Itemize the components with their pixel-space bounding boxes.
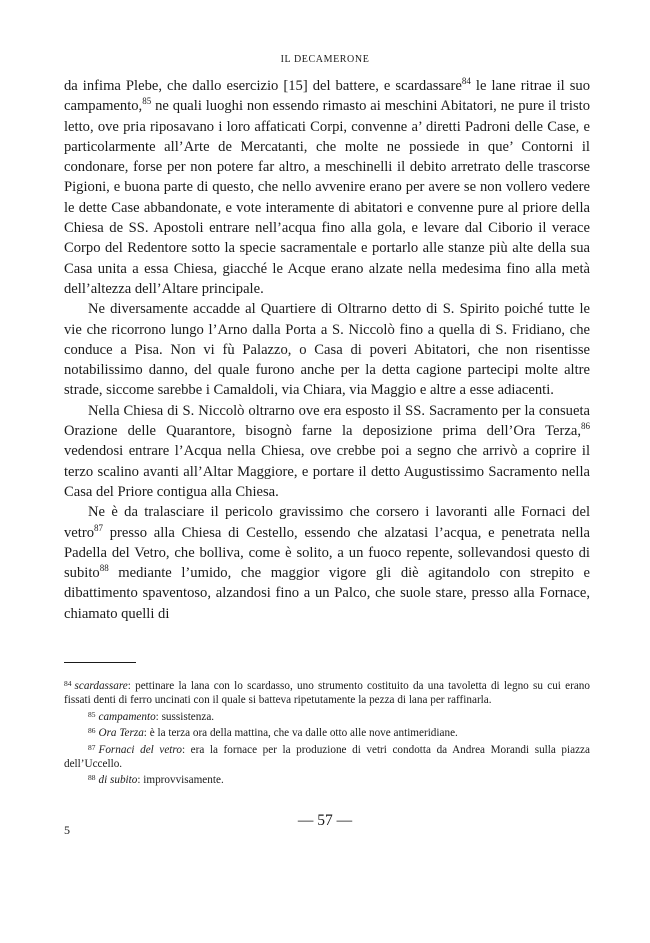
footnotes bbox=[64, 679, 590, 790]
footnote-87 bbox=[64, 743, 590, 772]
footnote-85 bbox=[64, 710, 590, 724]
paragraph-4-text-c: mediante l’umido, che maggior vigore gli diè agitandolo con strepito e dibattimento spaventoso, alzandosi fino a un Palco, che suole stare, presso alla Fornace, chiamato quelli di bbox=[64, 565, 590, 622]
page-number: — 57 — bbox=[297, 812, 353, 829]
paragraph-1-text-c: ne quali luoghi non essendo rimasto ai meschini Abitatori, ne pure il tristo letto, ove pria riposavano i loro affaticati Corpi, convenne a’ diretti Padroni delle Case, e particolarmente all’Arte de Mercatanti, che molte ne possiede in que’ Contorni il condonare, forse per non potere far altro, a meschinelli il debito arretrato delle trascorse Pigioni, e buona parte di questo, che nello avvenire erano per avere se non vollero vedere le dette Case abbandonate, e vote interamente di abitatori e convenne pure al priore della Chiesa de SS. Apostoli entrare nell’acqua fino alla gola, e levare dal Ciborio il verace Corpo del Redentore sotto la specie sacramentale e portarlo alle stanze più alte della sua Casa unita a essa Chiesa, giacché le Acque erano alzate nella medesima fino alla metà dell’altezza dell’Altare principale. bbox=[64, 98, 590, 297]
footnote-ref-87[interactable]: 87 bbox=[94, 522, 103, 533]
footnote-term: scardassare bbox=[74, 680, 128, 692]
paragraph-3-text-b: vedendosi entrare l’Acqua nella Chiesa, ove crebbe poi a segno che arrivò a coprire il terzo scalino avanti all’Altar Maggiore, e portare il detto Augustissimo Sacramento nella Casa del Priore contigua alla Chiesa. bbox=[64, 443, 590, 500]
footnote-number: 85 bbox=[88, 709, 96, 719]
paragraph-4-text-b: presso alla Chiesa di Cestello, essendo che alzatasi l’acqua, e penetrata nella Padella del Vetro, che bolliva, come è solito, a un fuoco repente, sollevandosi questo di subito bbox=[64, 524, 590, 582]
footnote-text: : sussistenza. bbox=[155, 710, 215, 723]
footnote-number: 86 bbox=[88, 726, 96, 736]
running-head: IL DECAMERONE bbox=[280, 54, 370, 65]
footnote-number: 84 bbox=[64, 679, 72, 688]
footnote-term: campamento bbox=[98, 710, 156, 723]
signature-mark: 5 bbox=[64, 823, 70, 837]
footnote-84 bbox=[64, 679, 590, 708]
footnote-term: Fornaci del vetro bbox=[98, 743, 182, 756]
main-text bbox=[64, 76, 590, 624]
footnote-text: : pettinare la lana con lo scardasso, uno strumento costituito da una tavoletta di legno su cui erano fissati denti di ferro uncinati con il quale si batteva ripetutamente la pezza di lana per raffinarla. bbox=[64, 680, 590, 707]
paragraph-1 bbox=[64, 76, 590, 299]
footnote-term: di subito bbox=[98, 774, 138, 787]
footnote-term: Ora Terza bbox=[98, 727, 144, 740]
paragraph-4-text-a: Ne è da tralasciare il pericolo gravissimo che corsero i lavoranti alle Fornaci del vetro bbox=[64, 504, 590, 541]
footnote-ref-85[interactable]: 85 bbox=[142, 96, 152, 107]
footnote-text: : improvvisamente. bbox=[137, 774, 224, 787]
paragraph-4 bbox=[64, 502, 590, 624]
footnote-ref-84[interactable]: 84 bbox=[461, 76, 471, 86]
footnote-separator bbox=[64, 662, 136, 663]
paragraph-3 bbox=[64, 401, 590, 502]
footnote-text: : è la terza ora della mattina, che va dalle otto alle nove antimeridiane. bbox=[143, 727, 458, 740]
footnote-86 bbox=[64, 726, 590, 740]
paragraph-3-text-a: Nella Chiesa di S. Niccolò oltrarno ove era esposto il SS. Sacramento per la consueta Orazione delle Quarantore, bisognò farne la deposizione prima dell’Ora Terza, bbox=[64, 402, 590, 440]
footnote-number: 87 bbox=[88, 742, 96, 752]
footnote-text: : era la fornace per la produzione di vetri condotta da Andrea Morandi sulla piazza dell’Uccello. bbox=[64, 743, 590, 771]
paragraph-1-text-b: le lane ritrae il suo campamento, bbox=[64, 78, 590, 115]
footnote-88 bbox=[64, 773, 590, 787]
paragraph-1-text-a: da infima Plebe, che dallo esercizio [15] del battere, e scardassare bbox=[64, 78, 462, 94]
footnote-ref-88[interactable]: 88 bbox=[99, 563, 109, 574]
paragraph-2: Ne diversamente accadde al Quartiere di Oltrarno detto di S. Spirito poiché tutte le vie che ricorrono lungo l’Arno dalla Porta a S. Niccolò fino a quella di S. Fridiano, che conduce a Pisa. Non vi fù Palazzo, o Casa di poveri Abitatori, che non risentisse notabilissimo danno, del quale furono anche per la detta cagione partecipi molte altre strade, siccome sarebbe i Camaldoli, via Chiara, via Maggio e altre a esse adiacenti. bbox=[64, 301, 590, 399]
footnote-ref-86[interactable]: 86 bbox=[581, 421, 590, 432]
footnote-number: 88 bbox=[88, 773, 96, 783]
